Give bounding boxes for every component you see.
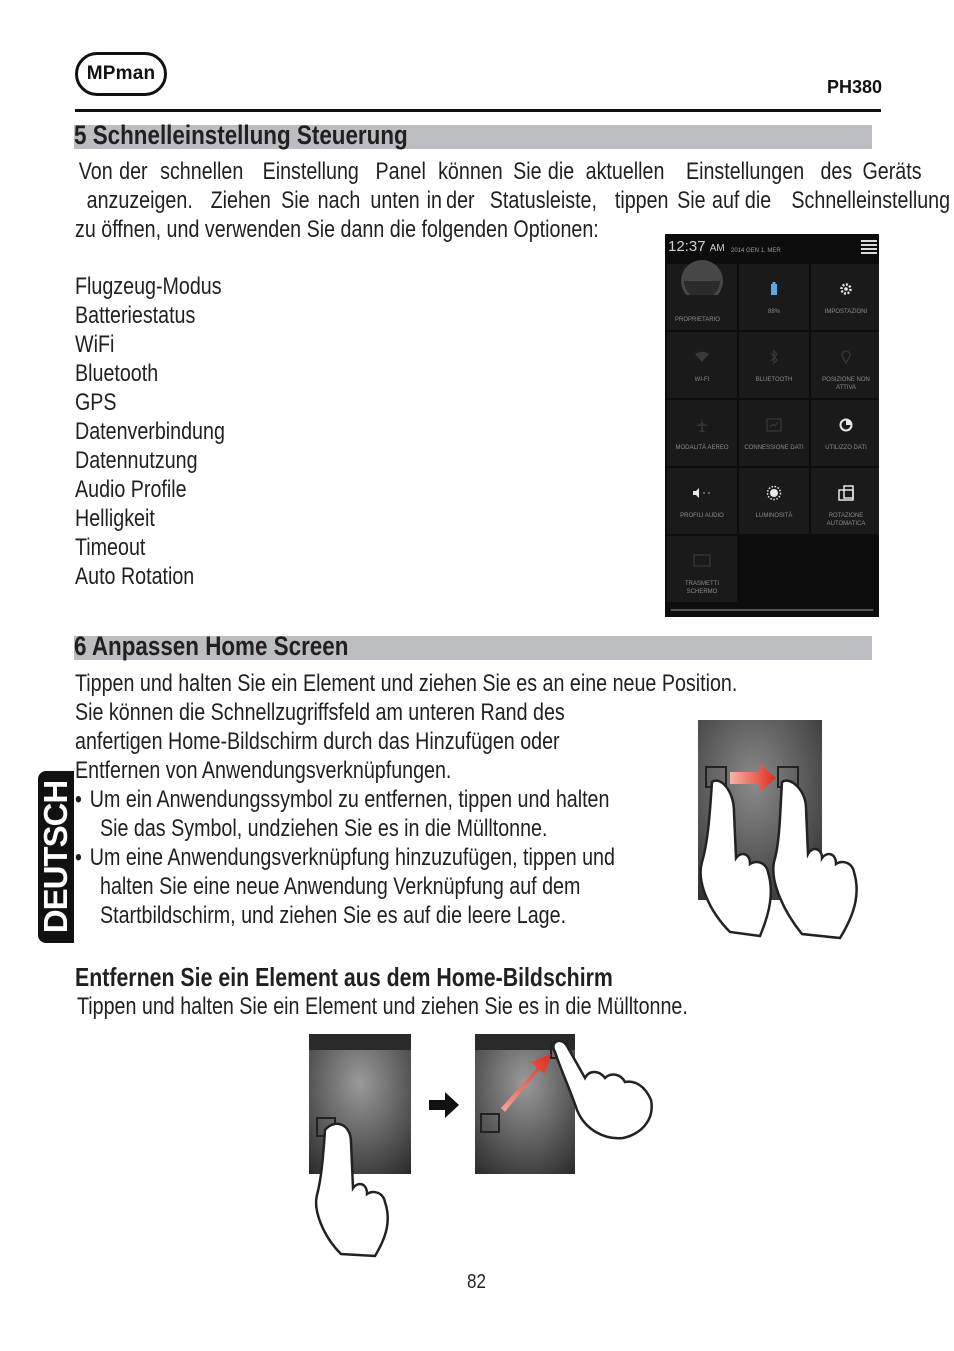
intro-word: tippen xyxy=(614,187,669,214)
bullet-1-line-1 xyxy=(75,785,737,814)
bullet-text: Um eine Anwendungsverknüpfung hinzuzufügen, tippen und xyxy=(89,844,615,871)
quick-tile[interactable] xyxy=(811,400,879,466)
page-number: 82 xyxy=(467,1271,486,1293)
mpman-logo xyxy=(75,52,167,96)
intro-word: können xyxy=(438,158,503,185)
quick-tile-label: IMPOSTAZIONI xyxy=(824,309,868,315)
subsection-text-wrap xyxy=(77,992,822,1021)
quick-tile-label: PROFILI AUDIO xyxy=(680,513,724,519)
option-item: WiFi xyxy=(75,331,115,358)
data-usage-icon xyxy=(811,416,879,434)
quick-tile[interactable] xyxy=(811,264,879,330)
intro-line-1 xyxy=(75,157,922,186)
quick-tile-label: MODALITÀ AEREO xyxy=(675,445,729,451)
quick-settings-option-list xyxy=(75,272,258,591)
quick-settings-screenshot xyxy=(665,234,879,617)
phone-date: 2014 GEN 1, MER xyxy=(731,248,781,254)
section-6-line: Entfernen von Anwendungsverknüpfungen. xyxy=(75,757,452,784)
bullet-1-line-2: Sie das Symbol, undziehen Sie es in die Mülltonne. xyxy=(100,815,548,842)
intro-line-3: zu öffnen, und verwenden Sie dann die folgenden Optionen: xyxy=(75,216,599,243)
intro-word: in xyxy=(426,187,442,214)
logo-text: MPman xyxy=(86,63,156,84)
quick-tile[interactable] xyxy=(739,332,809,398)
quick-tile[interactable] xyxy=(739,264,809,330)
phone-status-bar xyxy=(665,234,879,262)
location-icon xyxy=(811,348,879,366)
quick-tile[interactable] xyxy=(667,536,737,602)
intro-word: des xyxy=(820,158,853,185)
intro-word: die xyxy=(547,158,574,185)
quick-tile[interactable] xyxy=(811,332,879,398)
option-item: Flugzeug-Modus xyxy=(75,273,222,300)
option-item: Audio Profile xyxy=(75,476,187,503)
intro-word: Einstellung xyxy=(263,158,360,185)
quick-tile[interactable] xyxy=(811,468,879,534)
phone-ampm: AM xyxy=(709,243,725,254)
move-icon-illustration xyxy=(690,712,880,940)
phone-clock xyxy=(668,238,725,255)
section-5-title: 5 Schnelleinstellung Steuerung xyxy=(74,120,408,150)
intro-word: schnellen xyxy=(160,158,244,185)
intro-word: Schnelleinstellung xyxy=(791,187,951,214)
data-icon xyxy=(739,416,809,434)
option-item: Batteriestatus xyxy=(75,302,196,329)
language-label: DEUTSCH xyxy=(37,780,74,934)
intro-word: die xyxy=(745,187,772,214)
intro-word: der xyxy=(119,158,148,185)
rotation-icon xyxy=(811,484,879,502)
bullet-marker: • xyxy=(75,786,82,813)
section-5-intro xyxy=(75,157,951,244)
intro-word: aktuellen xyxy=(585,158,665,185)
bluetooth-icon xyxy=(739,348,809,366)
audio-icon xyxy=(667,484,737,502)
bullet-2-line-1 xyxy=(75,843,737,872)
option-item: Timeout xyxy=(75,534,146,561)
quick-tile-label: PROPRIETARIO xyxy=(675,317,720,323)
option-item: GPS xyxy=(75,389,117,416)
phone-time: 12:37 xyxy=(668,238,706,255)
bullet-marker: • xyxy=(75,844,82,871)
intro-word: der xyxy=(446,187,475,214)
airplane-icon xyxy=(667,416,737,434)
option-item: Datenverbindung xyxy=(75,418,225,445)
remove-item-illustration xyxy=(305,1030,660,1260)
section-6-line: Sie können die Schnellzugriffsfeld am unteren Rand des xyxy=(75,699,565,726)
quick-tile-label: 88% xyxy=(767,309,780,315)
quick-tile[interactable] xyxy=(739,400,809,466)
quick-tile-label: UTILIZZO DATI xyxy=(825,445,867,451)
intro-word: auf xyxy=(711,187,740,214)
intro-word: Sie xyxy=(280,187,310,214)
brightness-icon xyxy=(739,484,809,502)
quick-tile[interactable] xyxy=(667,468,737,534)
menu-icon xyxy=(861,240,877,256)
intro-word: nach xyxy=(317,187,360,214)
model-number: PH380 xyxy=(826,77,882,97)
option-item: Datennutzung xyxy=(75,447,198,474)
intro-line-2 xyxy=(75,186,951,215)
gear-icon xyxy=(811,280,879,298)
intro-word: unten xyxy=(369,187,420,214)
quick-tile[interactable] xyxy=(667,332,737,398)
section-6-line: anfertigen Home-Bildschirm durch das Hinzufügen oder xyxy=(75,728,560,755)
intro-word: Von xyxy=(78,158,113,185)
bullet-text: Um ein Anwendungssymbol zu entfernen, tippen und halten xyxy=(89,786,610,813)
bullet-2-line-2: halten Sie eine neue Anwendung Verknüpfung auf dem xyxy=(100,873,581,900)
battery-icon xyxy=(739,280,809,298)
intro-word: Geräts xyxy=(862,158,922,185)
subsection-title: Entfernen Sie ein Element aus dem Home-Bildschirm xyxy=(75,962,613,992)
intro-word: Sie xyxy=(513,158,542,185)
wifi-icon xyxy=(667,348,737,366)
quick-tile[interactable] xyxy=(667,400,737,466)
intro-word: Statusleiste, xyxy=(489,187,597,214)
quick-tile[interactable] xyxy=(739,468,809,534)
section-6-title: 6 Anpassen Home Screen xyxy=(74,631,349,661)
option-item: Auto Rotation xyxy=(75,563,195,590)
quick-tile-label: LUMINOSITÀ xyxy=(755,513,793,519)
intro-word: anzuzeigen. xyxy=(86,187,193,214)
next-step-arrow-icon xyxy=(429,1092,459,1118)
quick-tile-label: BLUETOOTH xyxy=(755,377,793,383)
subsection-title-wrap xyxy=(75,962,731,993)
option-item: Bluetooth xyxy=(75,360,159,387)
header-divider xyxy=(75,109,881,112)
bullet-2-line-3: Startbildschirm, und ziehen Sie es auf die leere Lage. xyxy=(100,902,567,929)
quick-tile-label: CONNESSIONE DATI xyxy=(744,445,804,451)
intro-word: Panel xyxy=(375,158,426,185)
quick-tile-label: TRASMETTI SCHERMO xyxy=(685,581,719,595)
section-6-line: Tippen und halten Sie ein Element und ziehen Sie es an eine neue Position. xyxy=(75,670,738,697)
intro-word: Ziehen xyxy=(211,187,272,214)
language-side-tab xyxy=(38,771,74,943)
quick-tile-label: POSIZIONE NON ATTIVA xyxy=(822,377,870,391)
avatar-icon xyxy=(667,268,737,286)
quick-tile-label: WI-FI xyxy=(694,377,710,383)
subsection-text: Tippen und halten Sie ein Element und ziehen Sie es in die Mülltonne. xyxy=(77,993,688,1020)
quick-tile-label: ROTAZIONE AUTOMATICA xyxy=(826,513,866,527)
intro-word: Sie xyxy=(677,187,706,214)
intro-word: Einstellungen xyxy=(685,158,804,185)
cast-icon xyxy=(667,552,737,570)
quick-tile[interactable] xyxy=(667,264,737,330)
phone-nav-line xyxy=(671,609,873,611)
option-item: Helligkeit xyxy=(75,505,155,532)
status-strip-before xyxy=(309,1034,411,1050)
